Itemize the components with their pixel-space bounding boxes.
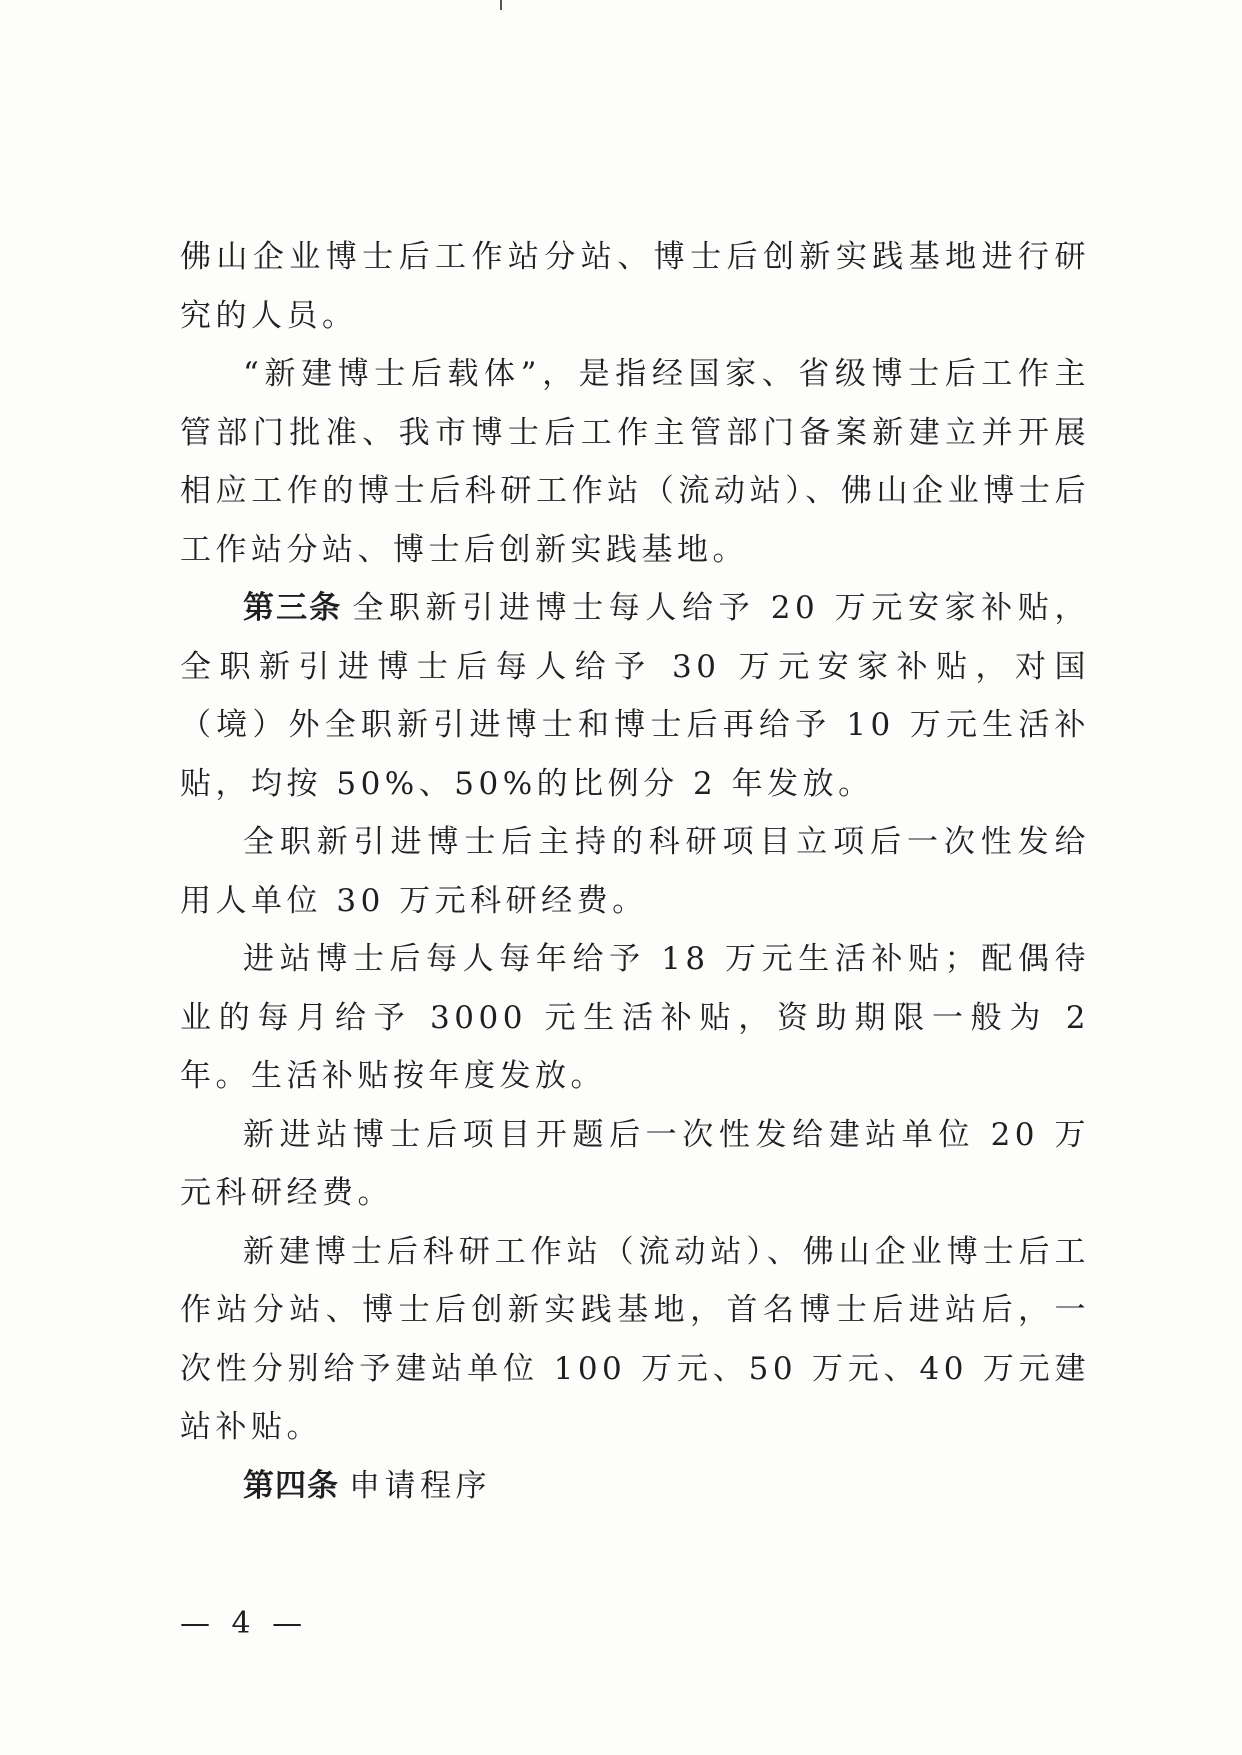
- article-4-label: 第四条: [243, 1467, 339, 1504]
- article-3-text: 全职新引进博士每人给予 20 万元安家补贴，全职新引进博士后每人给予 30 万元安家补贴，对国（境）外全职新引进博士和博士后再给予 10 万元生活补贴，均按 50%、50%的比例分 2 年发放。: [180, 590, 1090, 802]
- paragraph-2: [180, 345, 1090, 579]
- paragraph-6: [180, 1106, 1090, 1223]
- paragraph-7: [180, 1223, 1090, 1457]
- paragraph-1: [180, 228, 1090, 345]
- paragraph-6-text: 新进站博士后项目开题后一次性发给建站单位 20 万元科研经费。: [180, 1116, 1090, 1211]
- paragraph-2-text: “新建博士后载体”，是指经国家、省级博士后工作主管部门批准、我市博士后工作主管部门备案新建立并开展相应工作的博士后科研工作站（流动站）、佛山企业博士后工作站分站、博士后创新实践基地。: [180, 356, 1090, 568]
- paragraph-4: [180, 813, 1090, 930]
- paragraph-5: [180, 930, 1090, 1106]
- body-text: [180, 228, 1090, 1515]
- article-4-text: 申请程序: [349, 1467, 491, 1504]
- paragraph-5-text: 进站博士后每人每年给予 18 万元生活补贴；配偶待业的每月给予 3000 元生活补贴，资助期限一般为 2 年。生活补贴按年度发放。: [180, 941, 1090, 1094]
- article-3-label: 第三条: [243, 590, 343, 626]
- scan-mark: [500, 0, 502, 10]
- article-3: [180, 579, 1090, 813]
- article-4: [180, 1457, 1090, 1516]
- paragraph-7-text: 新建博士后科研工作站（流动站）、佛山企业博士后工作站分站、博士后创新实践基地，首名博士后进站后，一次性分别给予建站单位 100 万元、50 万元、40 万元建站补贴。: [180, 1233, 1090, 1445]
- paragraph-1-text: 佛山企业博士后工作站分站、博士后创新实践基地进行研究的人员。: [180, 239, 1090, 334]
- paragraph-4-text: 全职新引进博士后主持的科研项目立项后一次性发给用人单位 30 万元科研经费。: [180, 824, 1090, 919]
- page-number: — 4 —: [180, 1606, 309, 1641]
